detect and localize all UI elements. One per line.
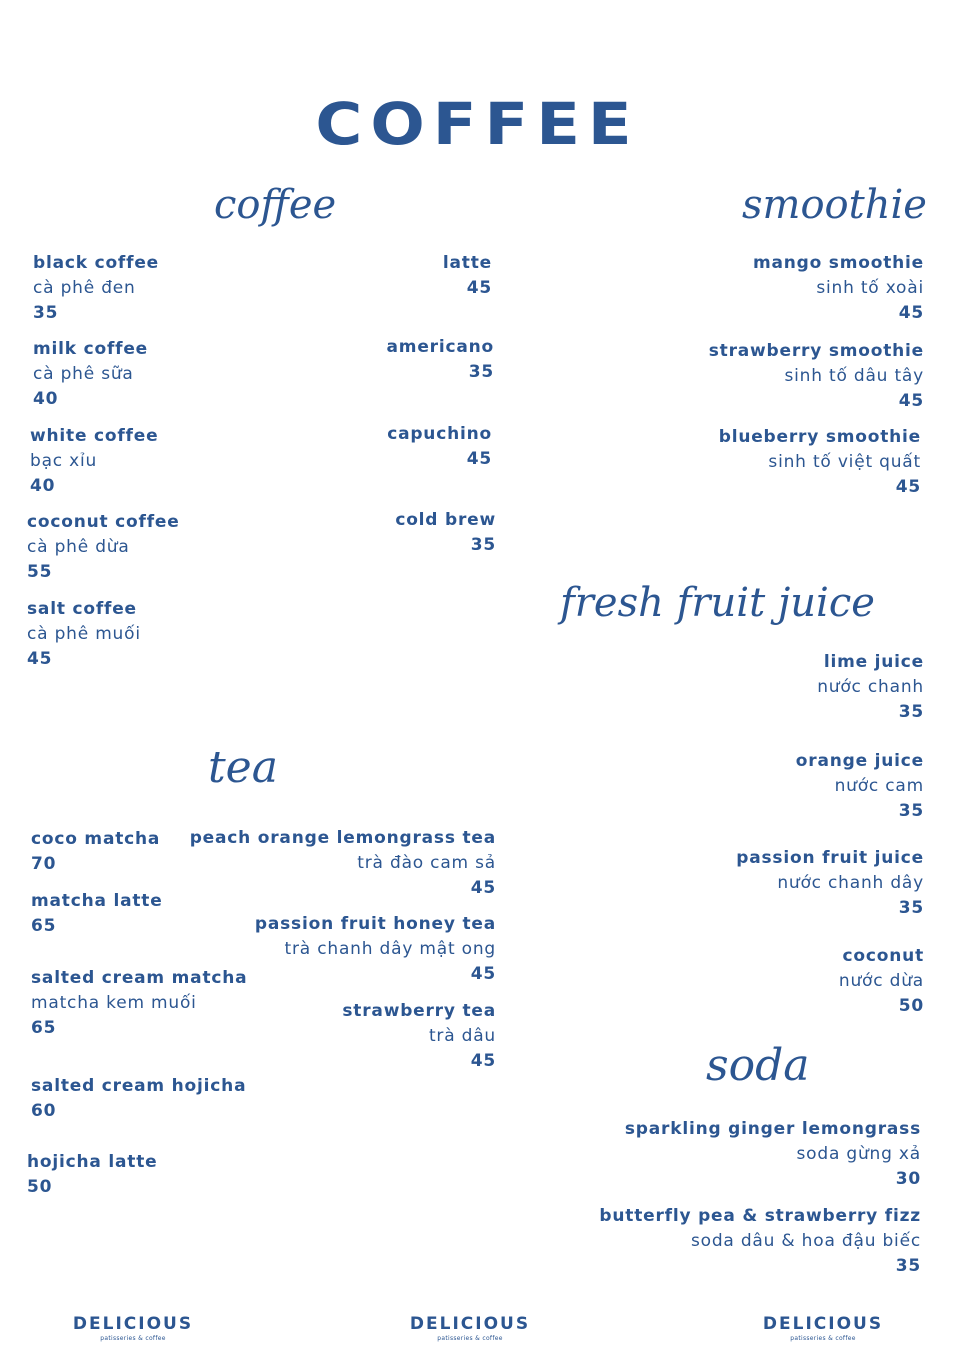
item-price: 50 [898, 996, 924, 1016]
menu-item [31, 889, 163, 939]
item-name: lime juice [823, 652, 924, 672]
item-price: 60 [31, 1101, 57, 1121]
item-name-vi: cà phê sữa [33, 364, 134, 384]
item-price: 30 [895, 1169, 921, 1189]
item-name: matcha latte [31, 891, 163, 911]
menu-item [27, 597, 141, 672]
item-price: 45 [27, 649, 53, 669]
page-title: COFFEE [315, 91, 640, 159]
item-name: mango smoothie [752, 253, 924, 273]
item-name: americano [386, 337, 494, 357]
brand-logo [753, 1314, 893, 1342]
item-name-vi: nước chanh dây [777, 873, 924, 893]
menu-item [31, 1074, 246, 1124]
item-name: butterfly pea & strawberry fizz [599, 1206, 921, 1226]
item-price: 45 [898, 303, 924, 323]
menu-item [30, 424, 158, 499]
section-heading-tea: tea [208, 742, 278, 793]
brand-name: DELICIOUS [409, 1314, 531, 1334]
menu-item [31, 827, 160, 877]
menu-item [33, 251, 159, 326]
menu-item [709, 339, 924, 414]
menu-item [27, 510, 180, 585]
brand-tagline: patisseries & coffee [100, 1335, 166, 1342]
item-price: 45 [466, 449, 492, 469]
item-name: coconut coffee [27, 512, 180, 532]
item-price: 40 [33, 389, 59, 409]
item-name-vi: cà phê muối [27, 624, 141, 644]
item-price: 35 [898, 702, 924, 722]
menu-item [190, 826, 496, 901]
item-name-vi: nước cam [834, 776, 924, 796]
item-price: 45 [898, 391, 924, 411]
item-name-vi: nước dừa [838, 971, 924, 991]
menu-item [387, 422, 492, 472]
item-name-vi: cà phê đen [33, 278, 136, 298]
item-price: 65 [31, 1018, 57, 1038]
menu-item [625, 1117, 921, 1192]
item-name: hojicha latte [27, 1152, 158, 1172]
menu-item [395, 508, 496, 558]
section-heading-soda: soda [706, 1040, 810, 1091]
item-name-vi: trà đào cam sả [357, 853, 496, 873]
item-price: 40 [30, 476, 56, 496]
item-name: passion fruit honey tea [254, 914, 496, 934]
item-name-vi: sinh tố xoài [816, 278, 924, 298]
item-name: white coffee [30, 426, 159, 446]
item-name: strawberry tea [342, 1001, 496, 1021]
item-price: 55 [27, 562, 53, 582]
item-name: black coffee [33, 253, 159, 273]
item-name: cold brew [395, 510, 496, 530]
brand-name: DELICIOUS [762, 1314, 884, 1334]
item-price: 35 [895, 1256, 921, 1276]
item-price: 35 [898, 801, 924, 821]
item-name: passion fruit juice [736, 848, 924, 868]
item-name: strawberry smoothie [708, 341, 924, 361]
item-name-vi: trà dâu [428, 1026, 496, 1046]
menu-item [387, 335, 494, 385]
item-name: milk coffee [33, 339, 149, 359]
item-name-vi: cà phê dừa [27, 537, 130, 557]
item-name-vi: nước chanh [817, 677, 924, 697]
item-name: salted cream hojicha [31, 1076, 247, 1096]
menu-item [719, 425, 921, 500]
item-price: 65 [31, 916, 57, 936]
item-name: coconut [842, 946, 924, 966]
item-price: 35 [33, 303, 59, 323]
menu-item [27, 1150, 158, 1200]
item-name: capuchino [387, 424, 492, 444]
section-heading-juice: fresh fruit juice [560, 580, 875, 626]
brand-logo [63, 1314, 203, 1342]
item-name-vi: trà chanh dây mật ong [284, 939, 496, 959]
item-name: salt coffee [27, 599, 137, 619]
item-name: peach orange lemongrass tea [189, 828, 496, 848]
item-name: salted cream matcha [31, 968, 248, 988]
item-name: sparkling ginger lemongrass [624, 1119, 921, 1139]
item-name: latte [442, 253, 492, 273]
item-price: 50 [27, 1177, 53, 1197]
item-name-vi: sinh tố dâu tây [784, 366, 924, 386]
menu-item [736, 846, 924, 921]
item-price: 45 [470, 878, 496, 898]
brand-tagline: patisseries & coffee [790, 1335, 856, 1342]
menu-item [839, 944, 924, 1019]
item-price: 35 [470, 535, 496, 555]
item-name-vi: sinh tố việt quất [768, 452, 921, 472]
brand-tagline: patisseries & coffee [437, 1335, 503, 1342]
item-price: 45 [895, 477, 921, 497]
item-price: 35 [898, 898, 924, 918]
item-name: blueberry smoothie [718, 427, 921, 447]
item-name-vi: soda dâu & hoa đậu biếc [690, 1231, 921, 1251]
menu-item [33, 337, 148, 412]
item-name-vi: soda gừng xả [796, 1144, 921, 1164]
item-price: 45 [470, 1051, 496, 1071]
menu-item [796, 749, 924, 824]
menu-item [753, 251, 924, 326]
menu-item [817, 650, 924, 725]
item-price: 45 [470, 964, 496, 984]
item-name-vi: bạc xỉu [30, 451, 98, 471]
item-name: orange juice [795, 751, 924, 771]
brand-logo [400, 1314, 540, 1342]
menu-item [255, 912, 496, 987]
item-name: coco matcha [31, 829, 161, 849]
item-price: 35 [468, 362, 494, 382]
section-heading-coffee: coffee [214, 182, 337, 228]
section-heading-smoothie: smoothie [742, 182, 927, 228]
menu-item [599, 1204, 921, 1279]
menu-item [31, 966, 247, 1041]
item-price: 45 [466, 278, 492, 298]
item-name-vi: matcha kem muối [31, 993, 197, 1013]
brand-name: DELICIOUS [72, 1314, 194, 1334]
menu-item [443, 251, 492, 301]
item-price: 70 [31, 854, 57, 874]
menu-item [342, 999, 496, 1074]
